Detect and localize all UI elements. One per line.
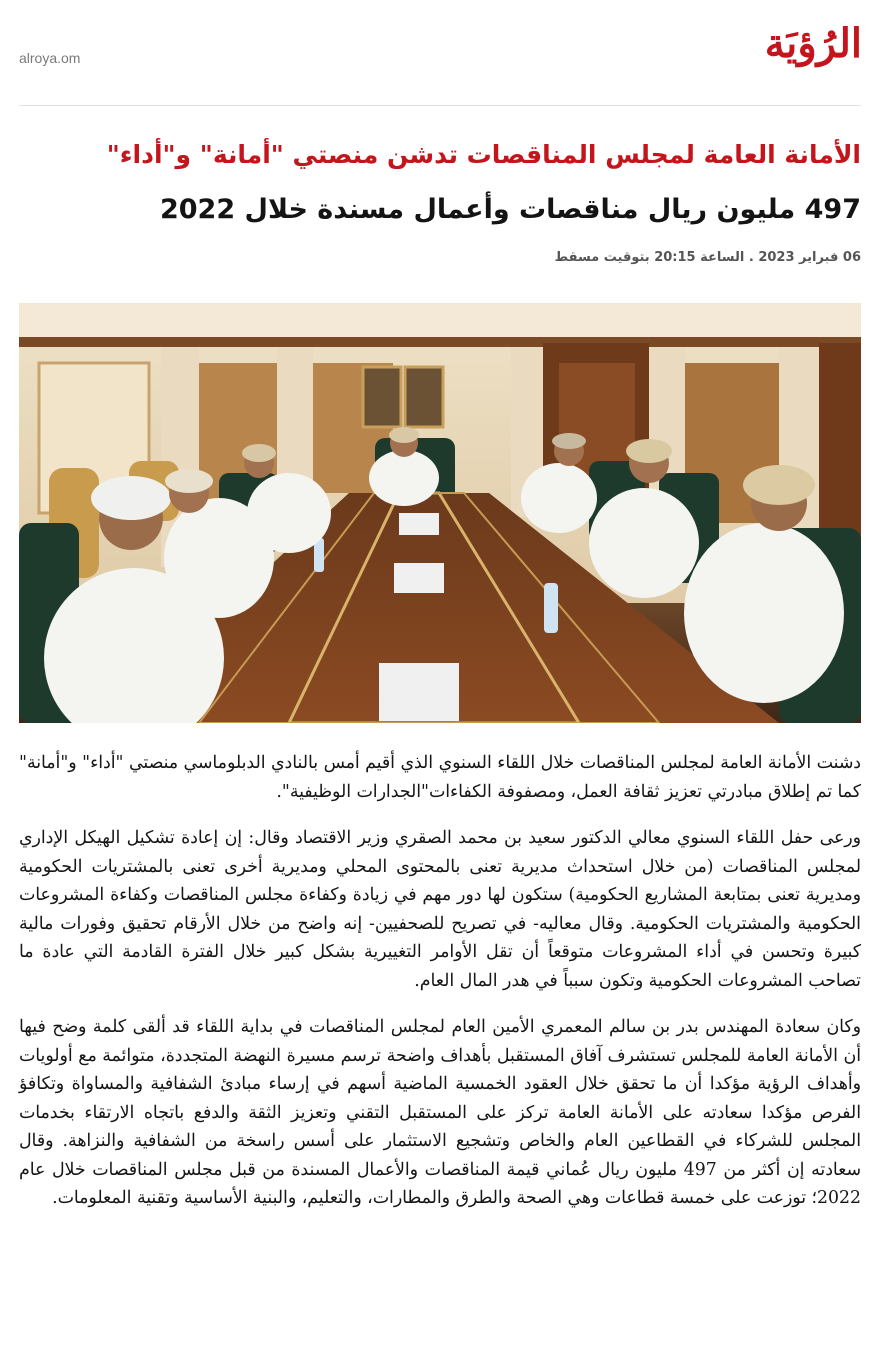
article-paragraph-3: وكان سعادة المهندس بدر بن سالم المعمري الأمين العام لمجلس المناقصات في بداية اللقاء قد ألقى كلمة وضح فيها أن الأمانة العامة للمجلس تستشرف آفاق المستقبل بأهداف واضحة ترسم مسيرة النهضة المتجددة، متوائمة مع أولويات وأهداف الرؤية مؤكدا أن ما تحقق خلال العقود الخمسية الماضية أسهم في إرساء مبادئ الشفافية والمساواة وتكافؤ الفرص مؤكدا سعادته على الأمانة العامة تركز على المستقبل التقني وتعزيز الثقة والدفع باتجاه الارتقاء بخدمات المجلس للشركاء في القطاعين العام والخاص وتشجيع الاستثمار على أسس راسخة من الشفافية والنزاهة. وقال سعادته إن أكثر من 497 مليون ريال عُماني قيمة المناقصات والأعمال المسندة من قبل مجلس المناقصات خلال عام 2022؛ توزعت على خمسة قطاعات وهي الصحة والطرق والمطارات، والتعليم، والبنية الأساسية وتقنية المعلومات. [19, 1017, 861, 1208]
site-url[interactable]: alroya.om [19, 50, 81, 66]
article-headline: 497 مليون ريال مناقصات وأعمال مسندة خلال 2022 [159, 194, 861, 225]
article-paragraph-2: ورعى حفل اللقاء السنوي معالي الدكتور سعيد بن محمد الصقري وزير الاقتصاد وقال: إن إعادة تشكيل الهيكل الإداري لمجلس المناقصات (من خلال استحداث مديرية تعنى بالمحتوى المحلي ومديرية أخرى تعنى بالمشتريات الحكومية ومديرية تعنى بمتابعة المشاريع الحكومية) ستكون لها دور مهم في زيادة وكفاءة مجلس المناقصات وكفاءة المشروعات الحكومية والمشتريات الحكومية. وقال معاليه- في تصريح للصحفيين- إنه واضح من خلال الأرقام تحقيق وفورات مالية كبيرة وتحسن في أداء المشروعات متوقعاً أن تقل الأوامر التغييرية بشكل كبير خلال الفترة القادمة التي عادة ما تصاحب المشروعات الحكومية وتكون سبباً في هدر المال العام. [19, 828, 861, 991]
article-body [19, 749, 861, 1231]
meeting-photo-icon [19, 303, 861, 723]
site-logo[interactable]: الرُؤيَة [764, 20, 862, 67]
article-kicker: الأمانة العامة لمجلس المناقصات تدشن منصتي "أمانة" و"أداء" [106, 140, 861, 169]
article-dateline: 06 فبراير 2023 . الساعة 20:15 بتوقيت مسقط [554, 250, 861, 265]
header-divider [19, 105, 861, 106]
article-paragraph-1: دشنت الأمانة العامة لمجلس المناقصات خلال اللقاء السنوي الذي أقيم أمس بالنادي الدبلوماسي منصتي "أداء" و"أمانة" كما تم إطلاق مبادرتي تعزيز ثقافة العمل، ومصفوفة الكفاءات"الجدارات الوظيفية". [19, 753, 861, 802]
article-photo [19, 303, 861, 723]
site-header [0, 0, 880, 106]
